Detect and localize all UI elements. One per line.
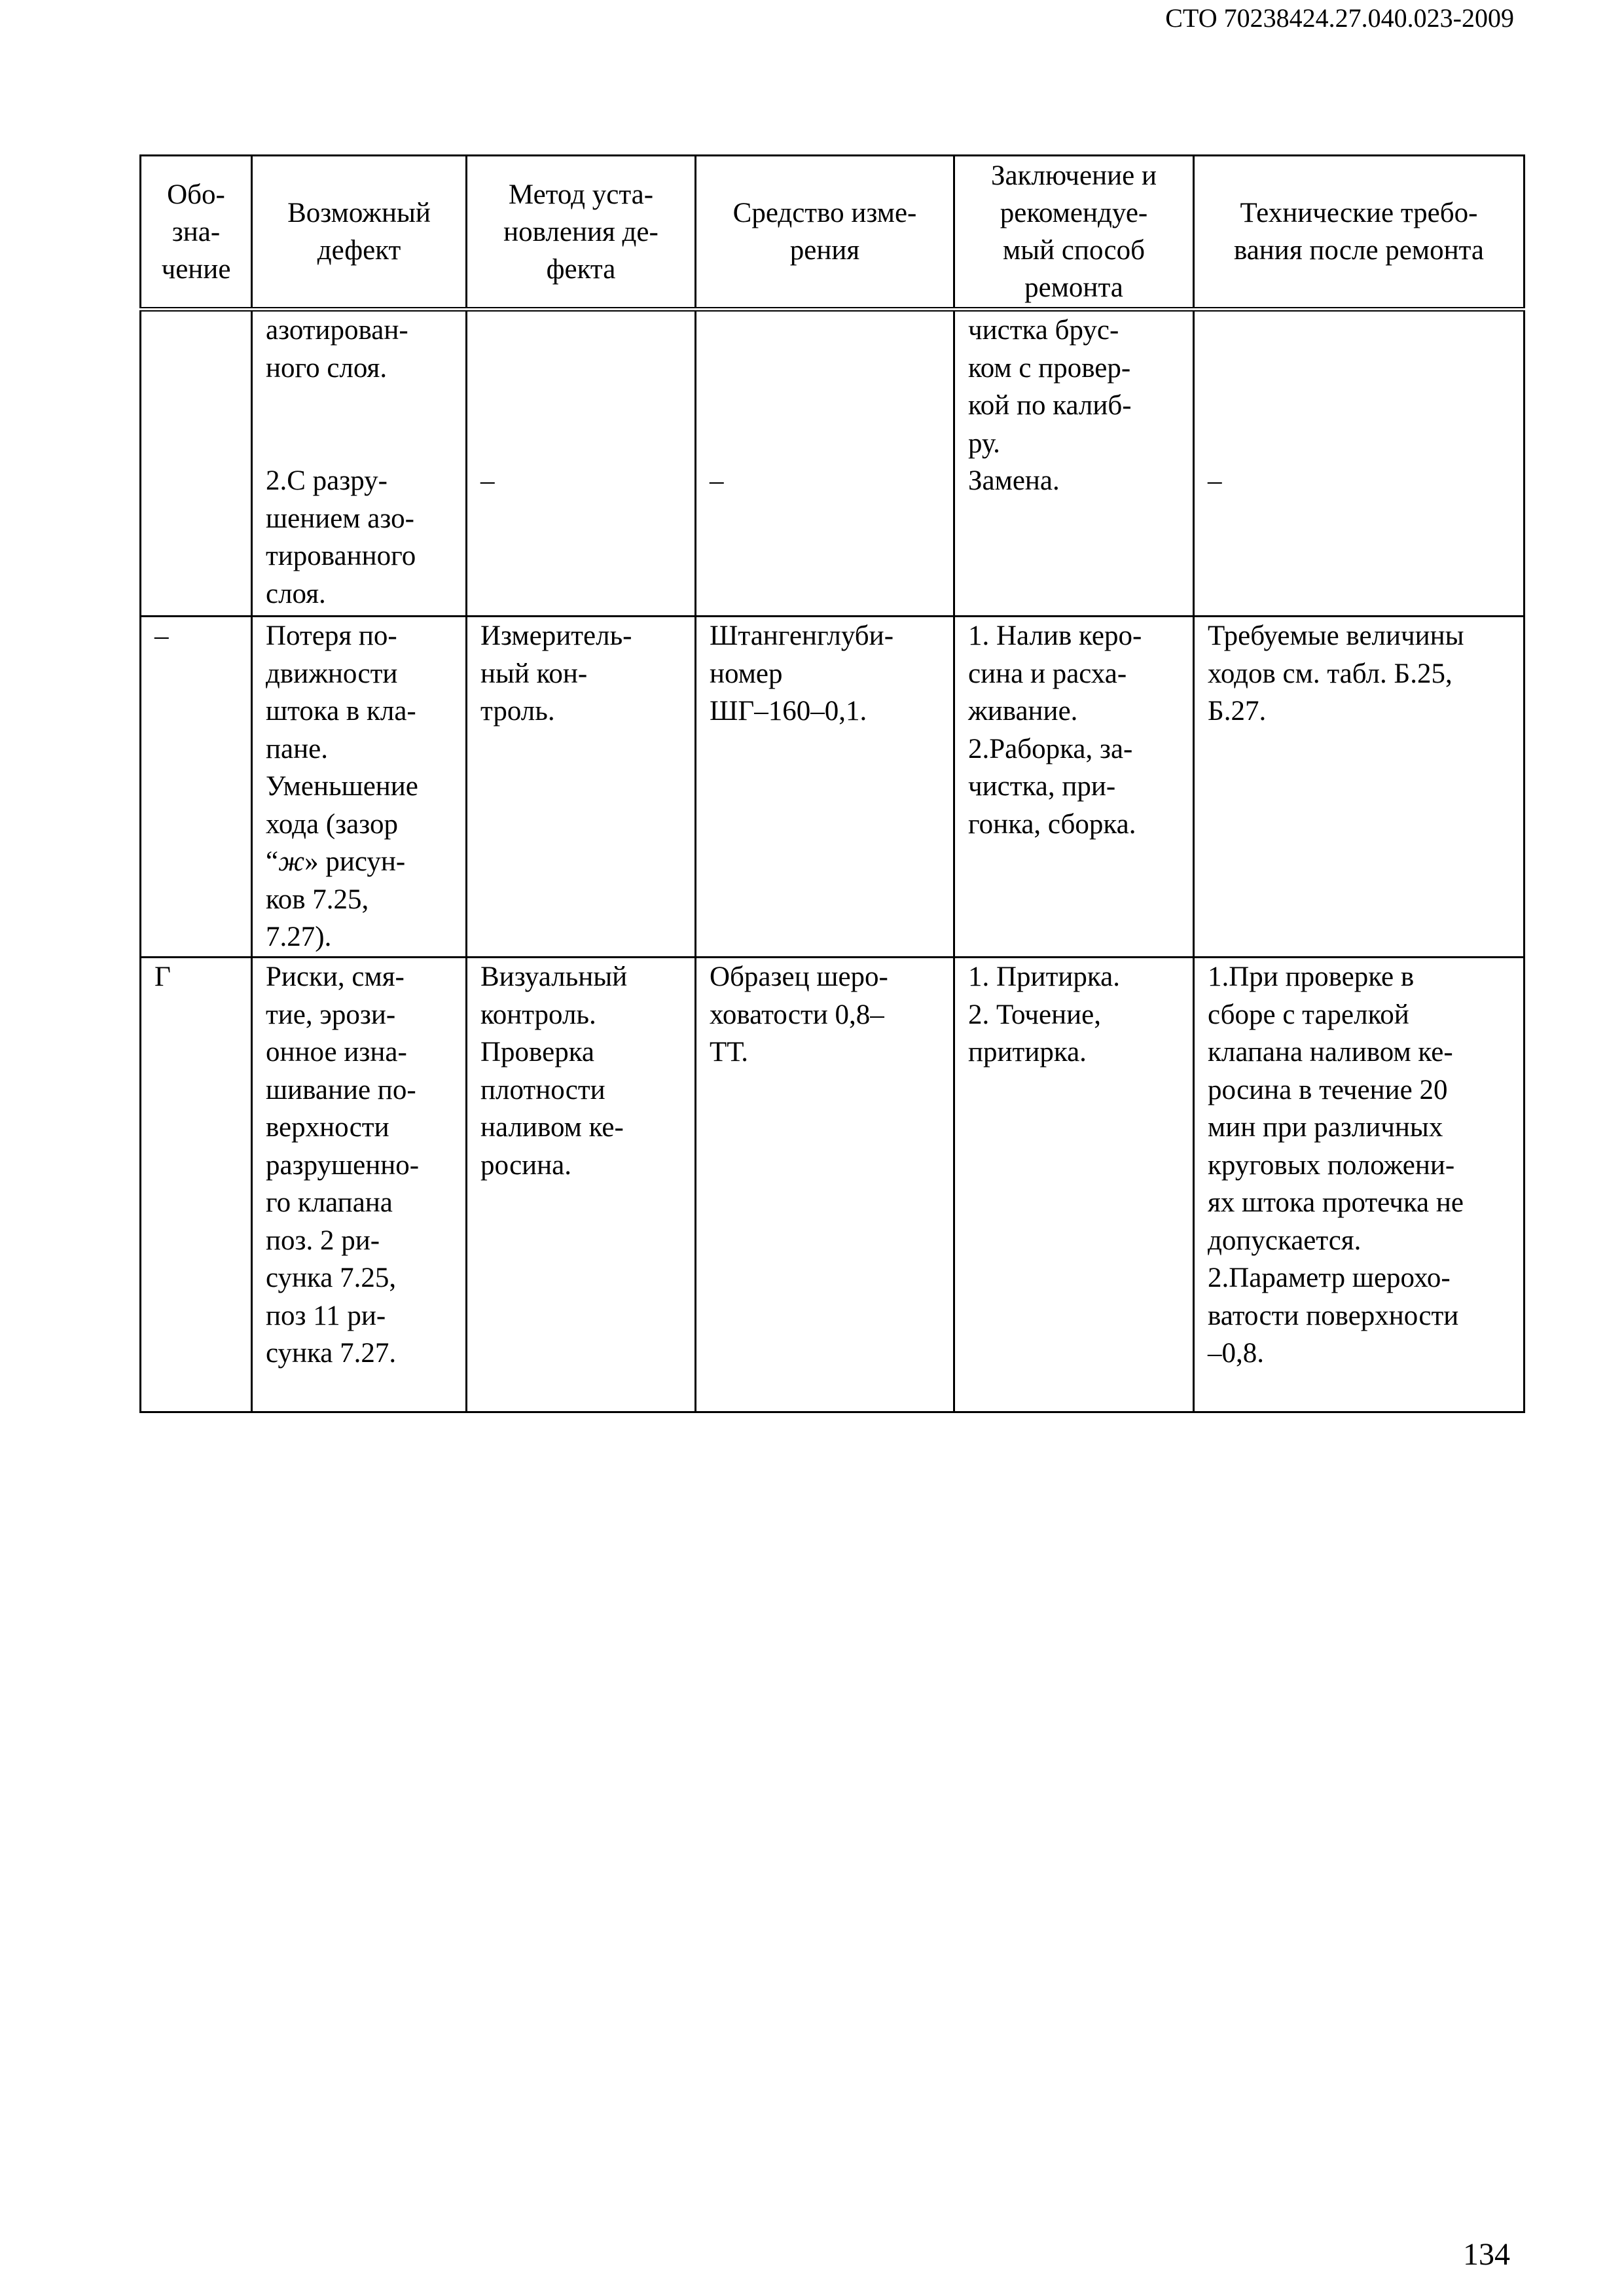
page-number: 134: [1463, 2237, 1510, 2272]
cell-method: Измеритель- ный кон- троль.: [467, 617, 696, 958]
cell-defect: Потеря по- движности штока в кла- пане. Уменьшение хода (зазор “ж» рисун- ков 7.25, 7.27).: [252, 617, 467, 958]
defect-text-part-1: азотирован- ного слоя.: [266, 315, 408, 384]
cell-method: –: [467, 310, 696, 617]
table-header-row: [141, 156, 1525, 310]
defect-table: [139, 154, 1525, 1413]
cell-conclusion: [954, 310, 1194, 617]
conclusion-text-part-1: чистка брус- ком с провер- кой по калиб- ру.: [968, 315, 1132, 459]
defect-text-part-2: 2.С разру- шением азо- тированного слоя.: [266, 465, 416, 609]
table-row: [141, 958, 1525, 1412]
cell-requirements: –: [1194, 310, 1525, 617]
cell-means: Штангенглуби- номер ШГ–160–0,1.: [696, 617, 954, 958]
cell-method: Визуальный контроль. Проверка плотности наливом ке- росина.: [467, 958, 696, 1412]
cell-defect: [252, 310, 467, 617]
cell-means: –: [696, 310, 954, 617]
table-row: [141, 617, 1525, 958]
gap-symbol: ж: [278, 846, 305, 877]
column-header-defect: Возможный дефект: [252, 156, 467, 310]
conclusion-text-part-2: Замена.: [968, 465, 1060, 496]
document-code: СТО 70238424.27.040.023-2009: [1165, 3, 1514, 33]
cell-defect: Риски, смя- тие, эрози- онное изна- шивание по- верхности разрушенно- го клапана поз. 2 ри- сунка 7.25, поз 11 ри- сунка 7.27.: [252, 958, 467, 1412]
cell-designation: –: [141, 617, 252, 958]
column-header-conclusion: Заключение и рекомендуе- мый способ ремонта: [954, 156, 1194, 310]
cell-conclusion: 1. Притирка. 2. Точение, притирка.: [954, 958, 1194, 1412]
column-header-designation: Обо- зна- чение: [141, 156, 252, 310]
column-header-means: Средство изме- рения: [696, 156, 954, 310]
cell-designation: Г: [141, 958, 252, 1412]
column-header-method: Метод уста- новления де- фекта: [467, 156, 696, 310]
column-header-requirements: Технические требо- вания после ремонта: [1194, 156, 1525, 310]
cell-requirements: 1.При проверке в сборе с тарелкой клапана наливом ке- росина в течение 20 мин при различных круговых положени- ях штока протечка не допускается. 2.Параметр шерохо- ватости поверхности –0,8.: [1194, 958, 1525, 1412]
cell-conclusion: 1. Налив керо- сина и расха- живание. 2.Раборка, за- чистка, при- гонка, сборка.: [954, 617, 1194, 958]
cell-requirements: Требуемые величины ходов см. табл. Б.25, Б.27.: [1194, 617, 1525, 958]
cell-means: Образец шеро- ховатости 0,8– ТТ.: [696, 958, 954, 1412]
table-row: [141, 310, 1525, 617]
cell-designation: [141, 310, 252, 617]
